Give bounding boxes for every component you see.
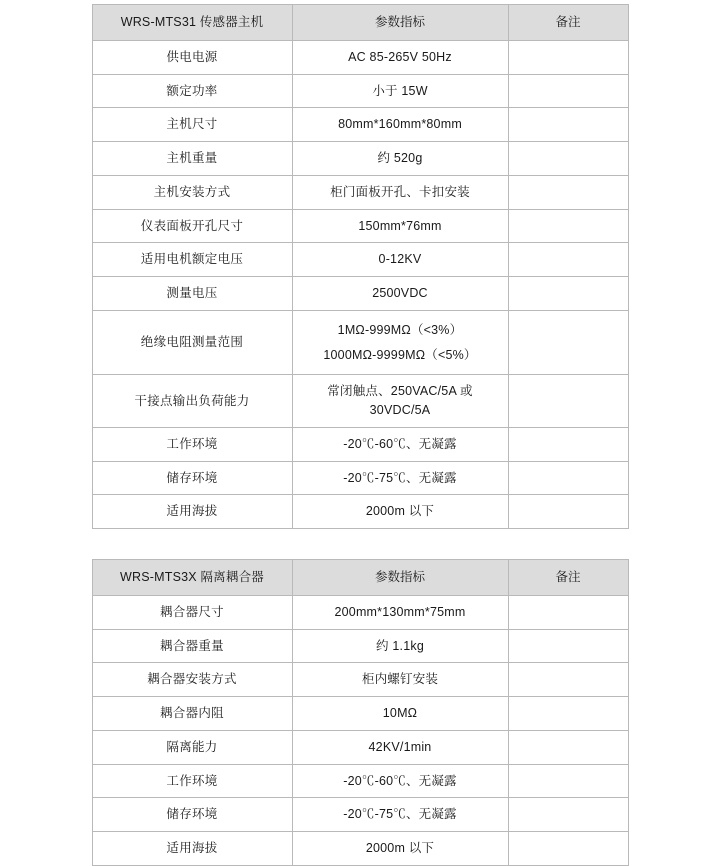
row-value: 约 520g — [292, 142, 508, 176]
table-row — [92, 629, 628, 663]
row-remark — [508, 595, 628, 629]
row-label: 工作环境 — [92, 764, 292, 798]
row-label: 隔离能力 — [92, 730, 292, 764]
table-row — [92, 730, 628, 764]
table-row — [92, 40, 628, 74]
table-row — [92, 375, 628, 428]
row-label: 耦合器重量 — [92, 629, 292, 663]
row-value: -20℃-60℃、无凝露 — [292, 427, 508, 461]
row-value: 柜门面板开孔、卡扣安装 — [292, 175, 508, 209]
row-value: 2500VDC — [292, 277, 508, 311]
row-label: 仪表面板开孔尺寸 — [92, 209, 292, 243]
row-value: 200mm*130mm*75mm — [292, 595, 508, 629]
table-row — [92, 595, 628, 629]
row-label: 适用海拔 — [92, 495, 292, 529]
row-remark — [508, 310, 628, 375]
table-row — [92, 697, 628, 731]
table-row — [92, 764, 628, 798]
row-value: 150mm*76mm — [292, 209, 508, 243]
table-row — [92, 142, 628, 176]
row-value: 0-12KV — [292, 243, 508, 277]
row-remark — [508, 108, 628, 142]
row-remark — [508, 495, 628, 529]
table-row — [92, 175, 628, 209]
row-label: 测量电压 — [92, 277, 292, 311]
row-remark — [508, 375, 628, 428]
row-remark — [508, 798, 628, 832]
table-row — [92, 108, 628, 142]
coupler-spec-table — [92, 559, 629, 866]
row-label: 主机安装方式 — [92, 175, 292, 209]
row-label: 适用电机额定电压 — [92, 243, 292, 277]
row-label: 绝缘电阻测量范围 — [92, 310, 292, 375]
row-value: AC 85-265V 50Hz — [292, 40, 508, 74]
row-label: 耦合器内阻 — [92, 697, 292, 731]
row-value: 10MΩ — [292, 697, 508, 731]
row-label: 储存环境 — [92, 461, 292, 495]
row-remark — [508, 40, 628, 74]
host-spec-table — [92, 4, 629, 529]
row-label: 耦合器尺寸 — [92, 595, 292, 629]
row-label: 主机尺寸 — [92, 108, 292, 142]
table-row — [92, 243, 628, 277]
table-row — [92, 427, 628, 461]
row-value: 80mm*160mm*80mm — [292, 108, 508, 142]
table-row — [92, 461, 628, 495]
row-remark — [508, 764, 628, 798]
row-remark — [508, 209, 628, 243]
row-remark — [508, 277, 628, 311]
row-value: 常闭触点、250VAC/5A 或 30VDC/5A — [292, 375, 508, 428]
table-row — [92, 798, 628, 832]
table-row — [92, 310, 628, 375]
table-row — [92, 277, 628, 311]
row-value: 小于 15W — [292, 74, 508, 108]
row-label: 供电电源 — [92, 40, 292, 74]
row-label: 储存环境 — [92, 798, 292, 832]
row-remark — [508, 697, 628, 731]
row-value: 约 1.1kg — [292, 629, 508, 663]
table-header-row — [92, 5, 628, 41]
row-remark — [508, 461, 628, 495]
row-remark — [508, 427, 628, 461]
row-value: -20℃-75℃、无凝露 — [292, 461, 508, 495]
table-row — [92, 209, 628, 243]
column-header-remark: 备注 — [508, 5, 628, 41]
table-header-row — [92, 560, 628, 596]
row-remark — [508, 663, 628, 697]
column-header-parameter: 参数指标 — [292, 560, 508, 596]
row-value: -20℃-75℃、无凝露 — [292, 798, 508, 832]
row-label: 干接点输出负荷能力 — [92, 375, 292, 428]
row-remark — [508, 832, 628, 866]
row-remark — [508, 629, 628, 663]
row-value: 2000m 以下 — [292, 832, 508, 866]
row-label: 适用海拔 — [92, 832, 292, 866]
row-label: 工作环境 — [92, 427, 292, 461]
row-value: 2000m 以下 — [292, 495, 508, 529]
column-header-remark: 备注 — [508, 560, 628, 596]
row-value: 42KV/1min — [292, 730, 508, 764]
table-row — [92, 74, 628, 108]
row-remark — [508, 175, 628, 209]
row-remark — [508, 243, 628, 277]
row-value: -20℃-60℃、无凝露 — [292, 764, 508, 798]
row-remark — [508, 74, 628, 108]
row-remark — [508, 142, 628, 176]
row-remark — [508, 730, 628, 764]
row-value-line: 1000MΩ-9999MΩ（<5%） — [323, 347, 477, 362]
row-label: 额定功率 — [92, 74, 292, 108]
row-label: 主机重量 — [92, 142, 292, 176]
table-row — [92, 663, 628, 697]
table-row — [92, 495, 628, 529]
row-label: 耦合器安装方式 — [92, 663, 292, 697]
table-title-cell: WRS-MTS3X 隔离耦合器 — [92, 560, 292, 596]
table-row — [92, 832, 628, 866]
column-header-parameter: 参数指标 — [292, 5, 508, 41]
row-value: 柜内螺钉安装 — [292, 663, 508, 697]
table-title-cell: WRS-MTS31 传感器主机 — [92, 5, 292, 41]
row-value — [292, 310, 508, 375]
row-value-line: 1MΩ-999MΩ（<3%） — [337, 322, 463, 337]
